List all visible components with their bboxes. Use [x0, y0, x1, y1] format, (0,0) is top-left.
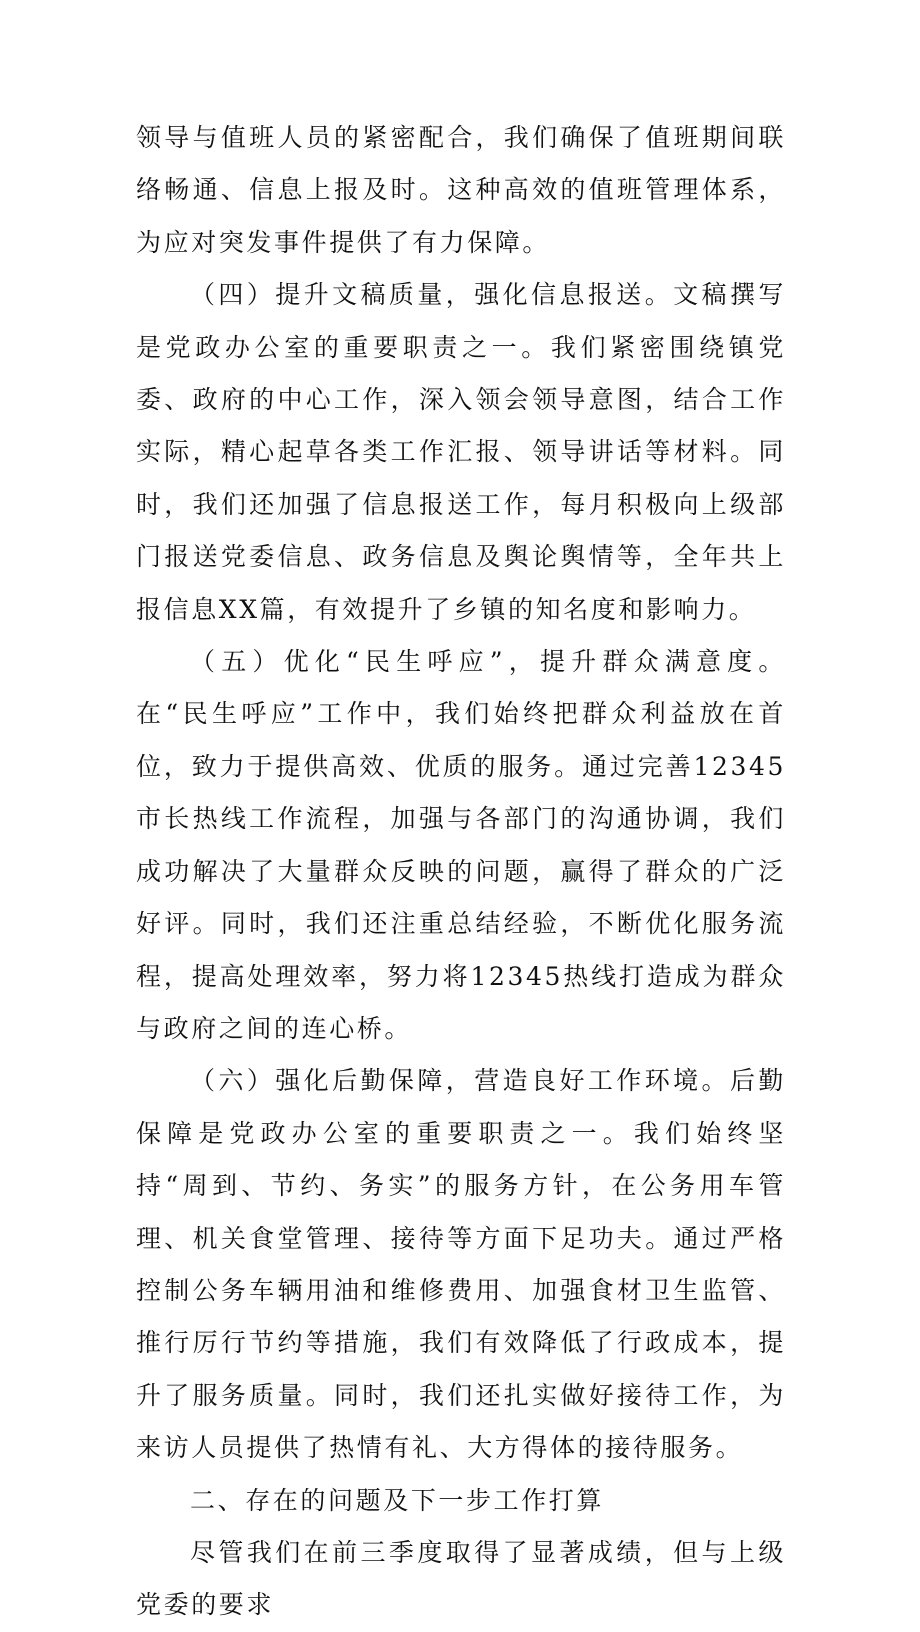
document-body: [136, 112, 786, 1632]
paragraph-section-four: （四）提升文稿质量，强化信息报送。文稿撰写是党政办公室的重要职责之一。我们紧密围绕镇党委、政府的中心工作，深入领会领导意图，结合工作实际，精心起草各类工作汇报、领导讲话等材料。同时，我们还加强了信息报送工作，每月积极向上级部门报送党委信息、政务信息及舆论舆情等，全年共上报信息XX篇，有效提升了乡镇的知名度和影响力。: [136, 280, 786, 624]
paragraph-problems-intro: 尽管我们在前三季度取得了显著成绩，但与上级党委的要求: [136, 1537, 786, 1620]
paragraph-section-five: （五）优化“民生呼应”，提升群众满意度。在“民生呼应”工作中，我们始终把群众利益放在首位，致力于提供高效、优质的服务。通过完善12345市长热线工作流程，加强与各部门的沟通协调，我们成功解决了大量群众反映的问题，赢得了群众的广泛好评。同时，我们还注重总结经验，不断优化服务流程，提高处理效率，努力将12345热线打造成为群众与政府之间的连心桥。: [136, 647, 786, 1043]
paragraph-section-six: （六）强化后勤保障，营造良好工作环境。后勤保障是党政办公室的重要职责之一。我们始终坚持“周到、节约、务实”的服务方针，在公务用车管理、机关食堂管理、接待等方面下足功夫。通过严格控制公务车辆用油和维修费用、加强食材卫生监管、推行厉行节约等措施，我们有效降低了行政成本，提升了服务质量。同时，我们还扎实做好接待工作，为来访人员提供了热情有礼、大方得体的接待服务。: [136, 1066, 786, 1463]
section-heading-problems: 二、存在的问题及下一步工作打算: [190, 1485, 605, 1515]
paragraph-duty-continuation: 领导与值班人员的紧密配合，我们确保了值班期间联络畅通、信息上报及时。这种高效的值班管理体系，为应对突发事件提供了有力保障。: [136, 123, 786, 257]
